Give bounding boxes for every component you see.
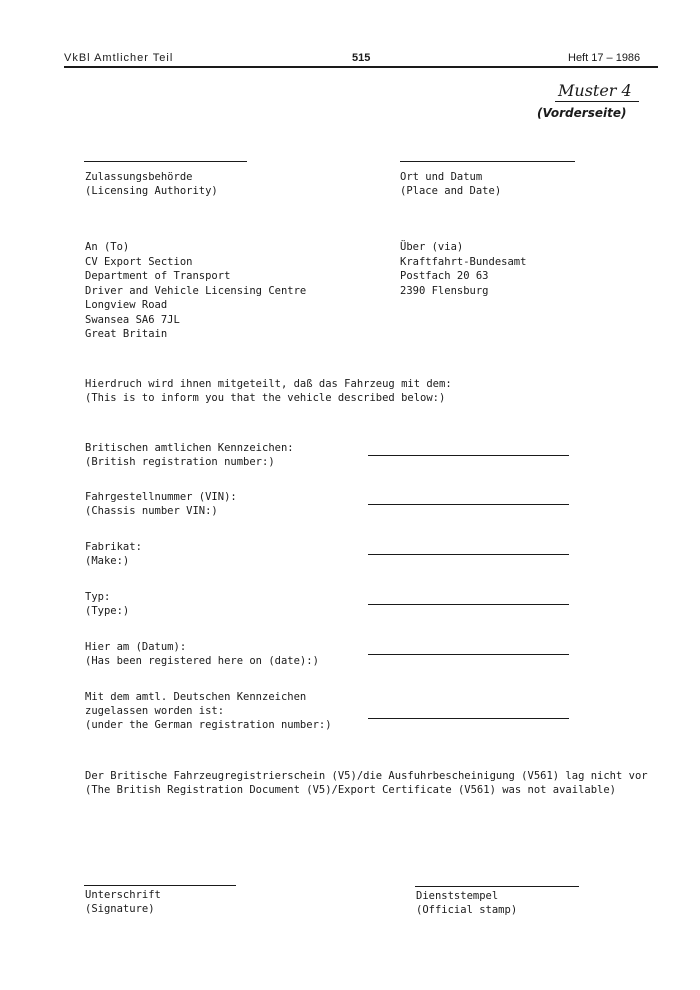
notice-en: (The British Registration Document (V5)/Export Certificate (V561) was not available) (85, 784, 617, 796)
recipient-address (85, 240, 306, 342)
type-field-line[interactable] (368, 604, 569, 605)
intro-de: Hierdruch wird ihnen mitgeteilt, daß das Fahrzeug mit dem: (85, 378, 452, 390)
muster-subtitle: (Vorderseite) (537, 106, 627, 120)
german-reg-label-de2: zugelassen worden ist: (85, 705, 225, 717)
address-line: An (To) (85, 241, 130, 253)
muster-underline (555, 101, 639, 102)
authority-line (84, 161, 247, 162)
address-line: CV Export Section (85, 255, 193, 268)
stamp-line[interactable] (415, 886, 579, 887)
vin-label-de: Fahrgestellnummer (VIN): (85, 491, 237, 503)
via-line: 2390 Flensburg (400, 284, 489, 297)
header-publication: VkBl Amtlicher Teil (64, 52, 174, 64)
signature-line[interactable] (84, 885, 236, 886)
vin-field-line[interactable] (368, 504, 569, 505)
place-date-label-en: (Place and Date) (400, 185, 502, 197)
notice-de: Der Britische Fahrzeugregistrierschein (V5)/die Ausfuhrbescheinigung (V561) lag nicht vor (85, 770, 648, 782)
authority-label-de: Zulassungsbehörde (85, 171, 193, 183)
type-label-de: Typ: (85, 591, 111, 603)
british-reg-label-en: (British registration number:) (85, 456, 275, 468)
intro-en: (This is to inform you that the vehicle described below:) (85, 392, 446, 404)
vin-label-en: (Chassis number VIN:) (85, 505, 218, 517)
german-reg-label-de1: Mit dem amtl. Deutschen Kennzeichen (85, 691, 307, 703)
via-line: Über (via) (400, 241, 464, 253)
header-rule (64, 66, 658, 68)
header-issue: Heft 17 – 1986 (568, 52, 641, 64)
via-line: Kraftfahrt-Bundesamt (400, 255, 527, 268)
make-field-line[interactable] (368, 554, 569, 555)
address-line: Department of Transport (85, 270, 231, 282)
muster-title: Muster 4 (558, 81, 632, 100)
address-line: Driver and Vehicle Licensing Centre (85, 284, 307, 297)
type-label-en: (Type:) (85, 605, 130, 617)
british-reg-field-line[interactable] (368, 455, 569, 456)
date-registered-label-de: Hier am (Datum): (85, 641, 187, 653)
address-line: Swansea SA6 7JL (85, 313, 180, 326)
place-date-line (400, 161, 575, 162)
date-registered-label-en: (Has been registered here on (date):) (85, 655, 319, 667)
stamp-label-en: (Official stamp) (416, 904, 518, 916)
via-address (400, 240, 526, 298)
place-date-label-de: Ort und Datum (400, 171, 483, 183)
make-label-en: (Make:) (85, 555, 130, 567)
address-line: Great Britain (85, 328, 168, 340)
german-reg-label-en: (under the German registration number:) (85, 719, 332, 731)
header-page-number: 515 (352, 52, 371, 64)
german-reg-field-line[interactable] (368, 718, 569, 719)
make-label-de: Fabrikat: (85, 541, 142, 553)
via-line: Postfach 20 63 (400, 270, 489, 282)
address-line: Longview Road (85, 299, 168, 311)
stamp-label-de: Dienststempel (416, 890, 499, 902)
authority-label-en: (Licensing Authority) (85, 185, 218, 197)
british-reg-label-de: Britischen amtlichen Kennzeichen: (85, 442, 294, 454)
date-registered-field-line[interactable] (368, 654, 569, 655)
signature-label-de: Unterschrift (85, 889, 161, 901)
signature-label-en: (Signature) (85, 903, 155, 915)
